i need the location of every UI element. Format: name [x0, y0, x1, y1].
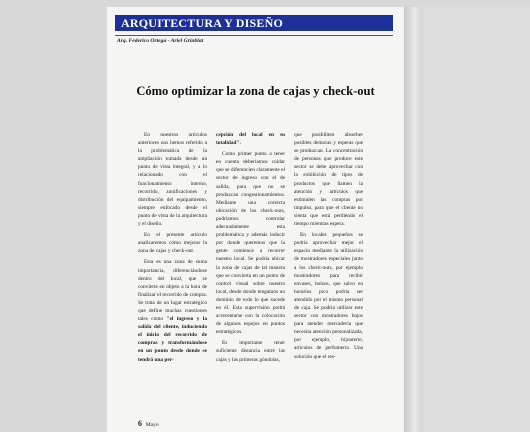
facing-page-edge — [422, 7, 530, 432]
paragraph: Es importante tener suficiente distancia entre las cajas y las primeras góndolas, — [216, 340, 285, 363]
author-rule — [115, 35, 393, 36]
paragraph: Como primer punto a tener en cuenta deberíamos cuidar que se diferencien claramente el sector de ingreso con el de salida, para que no se produzcan congestionamientos. Mediante una correcta ubicación de los check-outs, podríamos controlar adecuadamente esta problemática y además inducir por donde queremos que la gente comience a recorrer nuestro local. Se podría ubicar la zona de cajas de tal manera que se convierta en un punto de control visual sobre nuestro local, desde donde tengamos un dominio de todo lo que sucede en él. Esta supervisión podrá acrecentarse con la colocación de algunos espejos en puntos estratégicos. — [216, 151, 285, 336]
section-banner: ARQUITECTURA Y DISEÑO — [115, 15, 393, 31]
issue-month: Mayo — [145, 422, 159, 428]
text-column-2 — [216, 131, 285, 367]
page-gutter — [404, 7, 422, 432]
article-title: Cómo optimizar la zona de cajas y check-out — [136, 84, 375, 98]
paragraph: que posibiliten absorber posibles demoras y esperas que se produzcan. La concentración de personas que produce este sector se debe aprovechar con la exhibición de tipos de productos que llamen la atención y artículos que estimulen las compras por impulso, para que el cliente no sienta que está perdiendo el tiempo mientras espera. — [294, 132, 363, 228]
paragraph: En locales pequeños se podría aprovechar mejor el espacio mediante la utilización de mostradores especiales junto a los check-outs, por ejemplo mostradores para recibir envases, bolsos, que salvo en horarios pico podría ser atendido por el mismo personal de caja. Se podría utilizar este sector con mostradores bajos para atender mercadería que necesita atención personalizada, por ejemplo, bijouterie, artículos de perfumería. Una solución que el res- — [294, 232, 363, 360]
page-number: 6 — [138, 419, 142, 428]
paragraph: En el presente artículo analizaremos cómo mejorar la zona de cajas y check-out. — [138, 232, 207, 255]
page-folio — [138, 419, 159, 428]
bold-quote-continued: cepción del local en su totalidad". — [216, 132, 285, 147]
paragraph — [216, 131, 285, 147]
paragraph-text: Esta es una zona de suma importancia, diferenciándose dentro del local, que se convierte en objeto a la hora de finalizar el recorrido de compra. Se trata de un lugar estratégico que define muchas cuestiones tales como — [138, 259, 207, 323]
authors-line: Arq. Federico Ortega - Ariel Grinblat — [117, 38, 204, 44]
text-column-1 — [138, 131, 207, 367]
paragraph: En nuestros artículos anteriores nos hemos referido a la problemática de la ampliación tomada desde un punto de vista integral, y a lo relacionado con el funcionamiento interno, recorrido, zonificaciones y distribución del equipamiento, siempre enfocado desde el punto de vista de la arquitectura y el diseño. — [138, 132, 207, 228]
bold-quote: "el ingreso y la salida del cliente, induciendo el inicio del recorrido de compras y transformándose en un punto desde donde se tendrá una per- — [138, 316, 207, 363]
magazine-page — [107, 7, 404, 432]
text-column-3 — [294, 131, 363, 364]
paragraph — [138, 258, 207, 363]
